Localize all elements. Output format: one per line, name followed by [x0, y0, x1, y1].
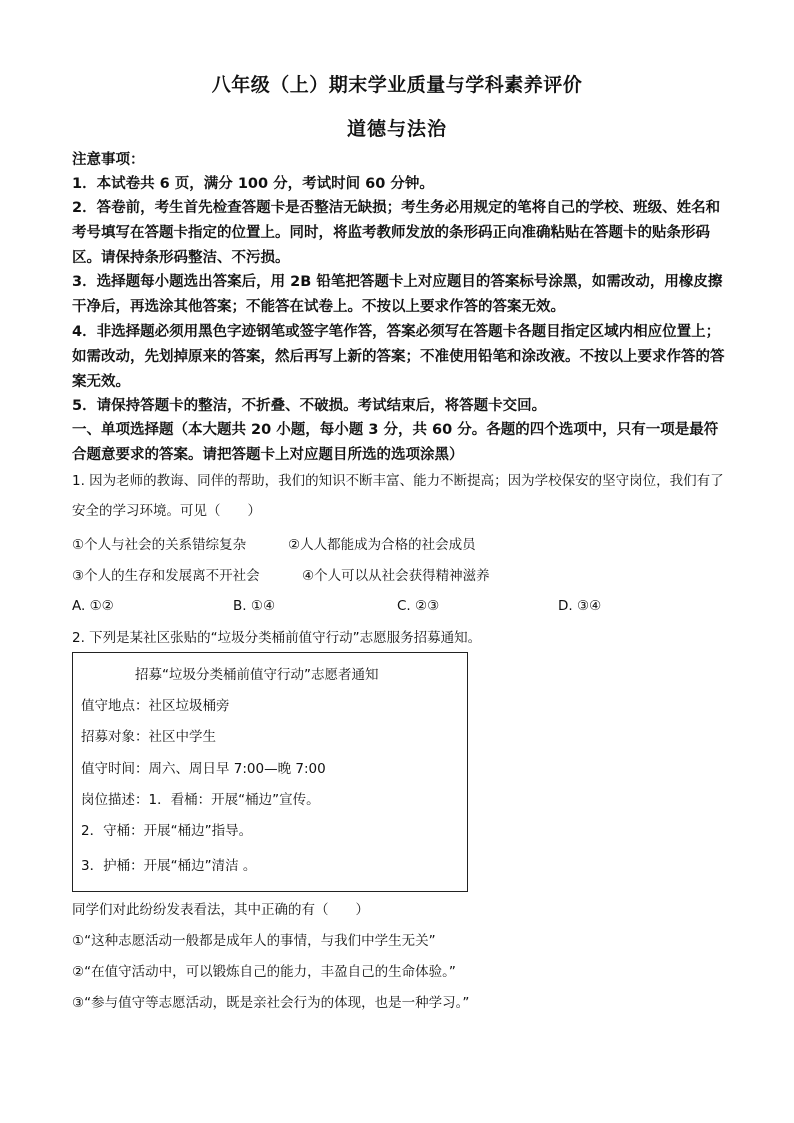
q1-statement-2: ②人人都能成为合格的社会成员: [288, 537, 476, 553]
q2-comment-3: ③“参与值守等志愿活动，既是亲社会行为的体现，也是一种学习。”: [72, 995, 470, 1011]
exam-title: 八年级（上）期末学业质量与学科素养评价: [211, 74, 583, 96]
notice-desc-1: 岗位描述：1．看桶：开展“桶边”宣传。: [81, 792, 320, 808]
q1-option-d: D. ③④: [558, 598, 602, 614]
notice-item-4: 4．非选择题必须用黑色字迹钢笔或签字笔作答，答案必须写在答题卡各题目指定区域内相应位置上；如需改动，先划掉原来的答案，然后再写上新的答案；不准使用铅笔和涂改液。不按以上要求作答的答案无效。: [72, 324, 725, 390]
notice-box-title: 招募“垃圾分类桶前值守行动”志愿者通知: [135, 667, 379, 683]
notice-item-2: 2．答卷前，考生首先检查答题卡是否整洁无缺损；考生务必用规定的笔将自己的学校、班级、姓名和考号填写在答题卡指定的位置上。同时，将监考教师发放的条形码正向准确粘贴在答题卡的贴条形码区。请保持条形码整洁、不污损。: [72, 200, 721, 266]
q1-statement-4: ④个人可以从社会获得精神滋养: [302, 568, 490, 584]
recruitment-notice-box: [72, 652, 468, 892]
q1-statement-1: ①个人与社会的关系错综复杂: [72, 537, 247, 553]
q1-option-b: B. ①④: [233, 598, 276, 614]
q2-comment-1: ①“这种志愿活动一般都是成年人的事情，与我们中学生无关”: [72, 933, 436, 949]
subject-title: 道德与法治: [346, 118, 447, 140]
q2-prompt: 同学们对此纷纷发表看法，其中正确的有（ ）: [72, 902, 369, 918]
notice-item-3: 3．选择题每小题选出答案后，用 2B 铅笔把答题卡上对应题目的答案标号涂黑，如需改动，用橡皮擦干净后，再选涂其他答案；不能答在试卷上。不按以上要求作答的答案无效。: [72, 274, 723, 315]
question-2-stem: 2. 下列是某社区张贴的“垃圾分类桶前值守行动”志愿服务招募通知。: [72, 630, 482, 646]
notice-desc-3: 3．护桶：开展“桶边”清洁 。: [81, 858, 257, 874]
notice-heading: 注意事项：: [72, 152, 145, 168]
notice-target: 招募对象：社区中学生: [81, 729, 216, 745]
section-heading: 一、单项选择题（本大题共 20 小题，每小题 3 分，共 60 分。各题的四个选项中，只有一项是最符合题意要求的答案。请把答题卡上对应题目所选的选项涂黑）: [72, 422, 719, 463]
q1-option-a: A. ①②: [72, 598, 114, 614]
notice-item-5: 5．请保持答题卡的整洁，不折叠、不破损。考试结束后，将答题卡交回。: [72, 398, 547, 414]
notice-item-1: 1．本试卷共 6 页，满分 100 分，考试时间 60 分钟。: [72, 176, 434, 192]
q2-comment-2: ②“在值守活动中，可以锻炼自己的能力，丰盈自己的生命体验。”: [72, 964, 456, 980]
notice-time: 值守时间：周六、周日早 7:00—晚 7:00: [81, 761, 326, 777]
q1-statement-3: ③个人的生存和发展离不开社会: [72, 568, 260, 584]
q1-option-c: C. ②③: [397, 598, 440, 614]
notice-location: 值守地点：社区垃圾桶旁: [81, 698, 230, 714]
question-1-stem: 1. 因为老师的教诲、同伴的帮助，我们的知识不断丰富、能力不断提高；因为学校保安的坚守岗位，我们有了安全的学习环境。可见（ ）: [72, 473, 724, 519]
notice-desc-2: 2．守桶：开展“桶边”指导。: [81, 823, 253, 839]
